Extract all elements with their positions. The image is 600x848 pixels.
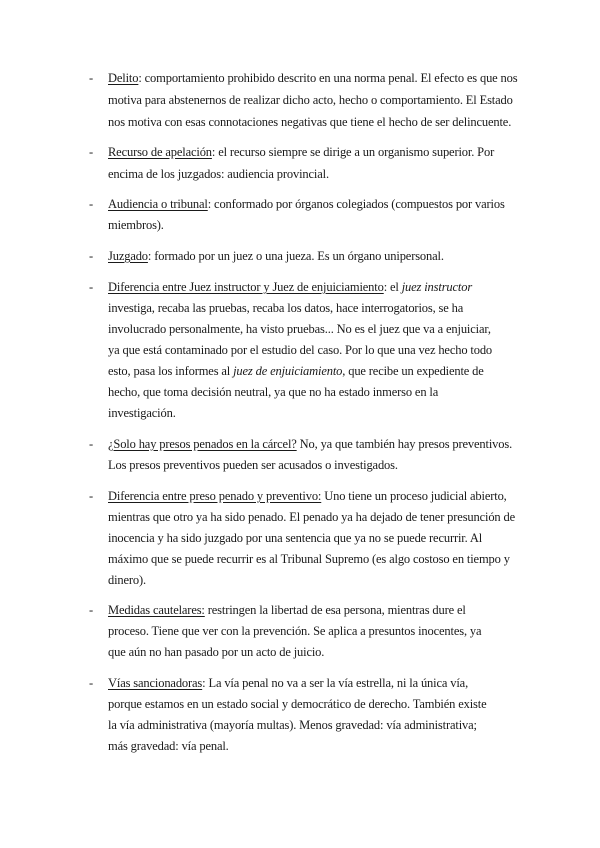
entry-line: [108, 194, 505, 215]
entry-line: [108, 142, 494, 163]
definition-text: No, ya que también hay presos preventivos.: [296, 437, 513, 451]
entry-line: encima de los juzgados: audiencia provincial.: [108, 167, 329, 181]
entry-line: [108, 486, 507, 507]
entry-line: [108, 68, 517, 89]
entry-line: [108, 361, 484, 382]
bullet-marker: -: [89, 249, 94, 263]
term-audiencia-tribunal: Audiencia o tribunal: [108, 197, 208, 211]
entry-line: [108, 246, 444, 267]
entry-line: más gravedad: vía penal.: [108, 739, 229, 753]
entry-line: [108, 277, 472, 298]
entry-line: hecho, que toma decisión neutral, ya que no ha estado inmerso en la: [108, 385, 439, 399]
term-diferencia-jueces: Diferencia entre Juez instructor y Juez de enjuiciamiento: [108, 280, 384, 294]
italic-term: juez de enjuiciamiento: [233, 364, 343, 378]
entry-line: [108, 600, 466, 621]
entry-line: motiva para abstenernos de realizar dicho acto, hecho o comportamiento. El Estado: [108, 93, 513, 107]
bullet-marker: -: [89, 676, 94, 690]
term-presos-penados: ¿Solo hay presos penados en la cárcel?: [108, 437, 297, 451]
entry-line: investigación.: [108, 406, 176, 420]
entry-line: nos motiva con esas connotaciones negativas que tiene el hecho de ser delincuente.: [108, 115, 512, 129]
entry-line: investiga, recaba las pruebas, recaba los datos, hace interrogatorios, se ha: [108, 301, 464, 315]
entry-line: inocencia y ha sido juzgado por una sentencia que ya no se puede recurrir. Al: [108, 531, 483, 545]
entry-line: [108, 434, 512, 455]
definition-text: esto, pasa los informes al: [108, 364, 234, 378]
term-juzgado: Juzgado: [108, 249, 148, 263]
entry-line: máximo que se puede recurrir es al Tribunal Supremo (es algo costoso en tiempo y: [108, 552, 510, 566]
definition-text: , que recibe un expediente de: [342, 364, 484, 378]
entry-line: involucrado personalmente, ha visto pruebas... No es el juez que va a enjuiciar,: [108, 322, 491, 336]
bullet-marker: -: [89, 603, 94, 617]
entry-line: [108, 673, 468, 694]
bullet-marker: -: [89, 145, 94, 159]
entry-line: la vía administrativa (mayoría multas). Menos gravedad: vía administrativa;: [108, 718, 477, 732]
definition-text: : La vía penal no va a ser la vía estrella, ni la única vía,: [202, 676, 469, 690]
entry-line: ya que está contaminado por el estudio del caso. Por lo que una vez hecho todo: [108, 343, 493, 357]
bullet-marker: -: [89, 489, 94, 503]
term-recurso-apelacion: Recurso de apelación: [108, 145, 212, 159]
entry-line: miembros).: [108, 218, 164, 232]
definition-text: : comportamiento prohibido descrito en una norma penal. El efecto es que nos: [138, 71, 518, 85]
definition-text: : el recurso siempre se dirige a un organismo superior. Por: [211, 145, 495, 159]
term-medidas-cautelares: Medidas cautelares:: [108, 603, 205, 617]
term-vias-sancionadoras: Vías sancionadoras: [108, 676, 203, 690]
bullet-marker: -: [89, 280, 94, 294]
bullet-marker: -: [89, 197, 94, 211]
definition-text: : formado por un juez o una jueza. Es un órgano unipersonal.: [147, 249, 444, 263]
entry-line: que aún no han pasado por un acto de juicio.: [108, 645, 325, 659]
entry-line: dinero).: [108, 573, 147, 587]
definition-text: : el: [383, 280, 402, 294]
entry-line: proceso. Tiene que ver con la prevención. Se aplica a presuntos inocentes, ya: [108, 624, 482, 638]
entry-line: Los presos preventivos pueden ser acusados o investigados.: [108, 458, 398, 472]
entry-line: porque estamos en un estado social y democrático de derecho. También existe: [108, 697, 487, 711]
bullet-marker: -: [89, 71, 94, 85]
definition-text: Uno tiene un proceso judicial abierto,: [321, 489, 507, 503]
bullet-marker: -: [89, 437, 94, 451]
definition-text: restringen la libertad de esa persona, mientras dure el: [204, 603, 466, 617]
term-penado-preventivo: Diferencia entre preso penado y preventivo:: [108, 489, 322, 503]
entry-line: mientras que otro ya ha sido penado. El penado ya ha dejado de tener presunción de: [108, 510, 515, 524]
definition-text: : conformado por órganos colegiados (compuestos por varios: [207, 197, 505, 211]
term-delito: Delito: [108, 71, 139, 85]
italic-term: juez instructor: [401, 280, 473, 294]
